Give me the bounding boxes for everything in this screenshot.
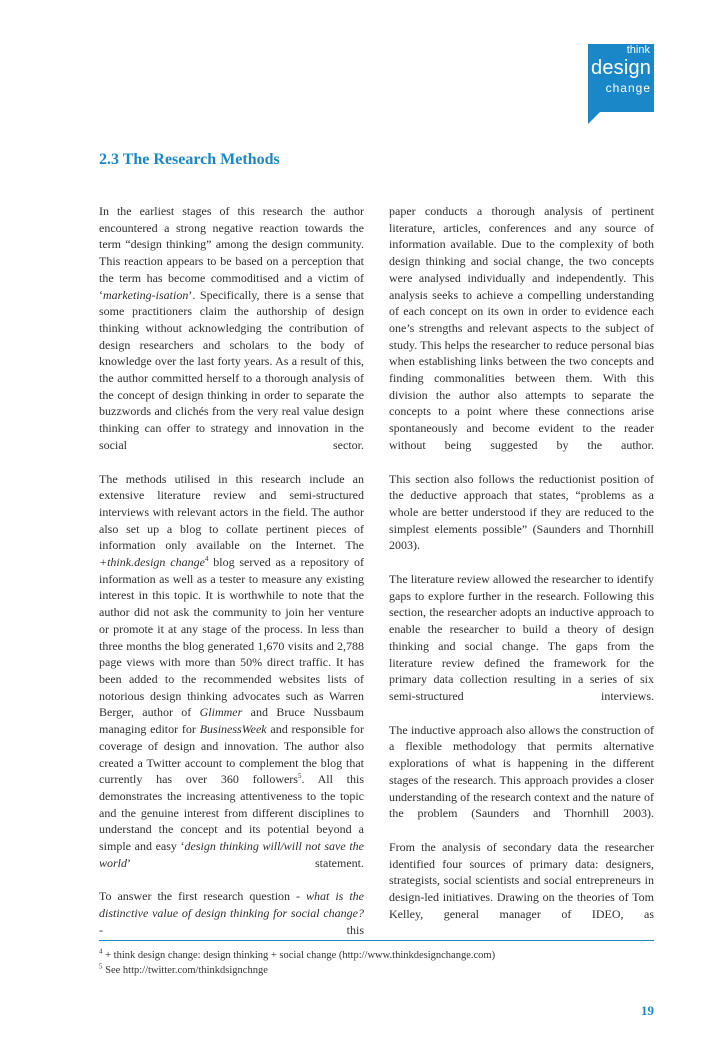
- right-paragraph-4: The inductive approach also allows the construction of a flexible methodology that permits alternative explorations of what is happening in the different stages of the research. This approach provides a closer understanding of the research context and the nature of the problem (Saunders and Thornhill 2003).: [389, 722, 654, 821]
- logo-speech-tail: [588, 112, 600, 124]
- footnotes: [99, 948, 654, 978]
- text: ’. Specifically, there is a sense that some practitioners claim the authorship of design thinking without acknowledging the contribution of design researchers and scholars to the body of knowledge over the last forty years. As a result of this, the author committed herself to a thorough analysis of the concept of design thinking in order to separate the buzzwords and clichés from the very real value design thinking can offer to strategy and innovation in the social sector.: [99, 287, 364, 452]
- text: - this: [99, 922, 364, 937]
- footnote-ref-4: 4: [204, 555, 209, 564]
- footnote-number: 4: [99, 947, 103, 956]
- logo-design: design: [591, 57, 652, 79]
- right-column: [389, 203, 654, 922]
- section-title: 2.3 The Research Methods: [99, 151, 280, 168]
- footnote-5: [99, 963, 654, 978]
- right-paragraph-2: This section also follows the reductionist position of the deductive approach that states, “problems as a whole are better understood if they are reduced to the simplest elements possible” (Saunders and Thornhill 2003).: [389, 471, 654, 553]
- text: blog served as a repository of information as well as a tester to measure any existing interest in this topic. It is worthwhile to note that the author did not ask the community to join her venture or promote it at any stage of the process. In less than three months the blog generated 1,670 visits and 2,788 page views with more than 50% direct traffic. It has been added to the recommended websites lists of notorious design thinking advocates such as Warren Berger, author of: [99, 555, 364, 720]
- quoted-statement: design thinking will/will not save the world: [99, 839, 364, 870]
- italic-term: marketing-isation: [103, 287, 189, 302]
- text: The methods utilised in this research include an extensive literature review and semi-structured interviews with relevant actors in the field. The author also set up a blog to collate pertinent pieces of information only available on the Internet. The: [99, 471, 364, 553]
- magazine-title: BusinessWeek: [199, 722, 267, 737]
- footnote-divider: [99, 940, 654, 941]
- page-number: 19: [641, 1003, 654, 1018]
- footnote-4: [99, 948, 654, 963]
- logo-think: think: [626, 44, 650, 56]
- text: . All this demonstrates the increasing attentiveness to the topic and the genuine interest from different disciplines to understand the concept and its potential beyond a simple and easy ‘: [99, 772, 365, 854]
- text: To answer the first research question -: [99, 889, 307, 904]
- text: and Bruce Nussbaum managing editor for: [99, 705, 364, 737]
- footnote-ref-5: 5: [297, 772, 302, 781]
- blog-name: +think.design change: [99, 555, 205, 570]
- left-paragraph-2: [99, 471, 364, 872]
- left-paragraph-3: [99, 888, 364, 938]
- left-column: [99, 203, 364, 939]
- left-paragraph-1: [99, 203, 364, 454]
- book-title: Glimmer: [199, 705, 243, 720]
- right-paragraph-1: paper conducts a thorough analysis of pertinent literature, articles, conferences and any source of information available. Due to the complexity of both design thinking and social change, the two concepts were analysed individually and independently. This analysis seeks to achieve a compelling understanding of each concept on its own in order to evidence each one’s strengths and relevant aspects to the subject of study. This helps the researcher to reduce personal bias when establishing links between the two concepts and finding commonalities between them. With this division the author also attempts to separate the concepts to a point where these connections arise spontaneously and become evident to the reader without being suggested by the author.: [389, 204, 654, 452]
- right-paragraph-3: The literature review allowed the researcher to identify gaps to explore further in the research. Following this section, the researcher adopts an inductive approach to enable the researcher to build a theory of design thinking and social change. The gaps from the literature review defined the framework for the primary data collection resulting in a series of six semi-structured interviews.: [389, 572, 654, 703]
- research-question: what is the distinctive value of design thinking for social change?: [99, 889, 364, 921]
- think-design-change-logo: [588, 44, 654, 112]
- text: ’ statement.: [127, 855, 364, 870]
- footnote-text: + think design change: design thinking + social change (http://www.thinkdesignchange.com): [105, 950, 496, 961]
- right-paragraph-5: From the analysis of secondary data the researcher identified four sources of primary data: designers, strategists, social scientists and social entrepreneurs in design-led initiatives. Drawing on the theories of Tom Kelley, general manager of IDEO, as: [389, 839, 654, 921]
- logo-change: change: [605, 81, 651, 95]
- text: In the earliest stages of this research the author encountered a strong negative reaction towards the term “design thinking” among the design community. This reaction appears to be based on a perception that the term has become commoditised and a victim of ‘: [99, 204, 364, 302]
- footnote-text: See http://twitter.com/thinkdsignchnge: [105, 965, 268, 976]
- footnote-number: 5: [99, 962, 103, 971]
- text: and responsible for coverage of design and innovation. The author also created a Twitter account to complement the blog that currently has over 360 followers: [99, 722, 364, 787]
